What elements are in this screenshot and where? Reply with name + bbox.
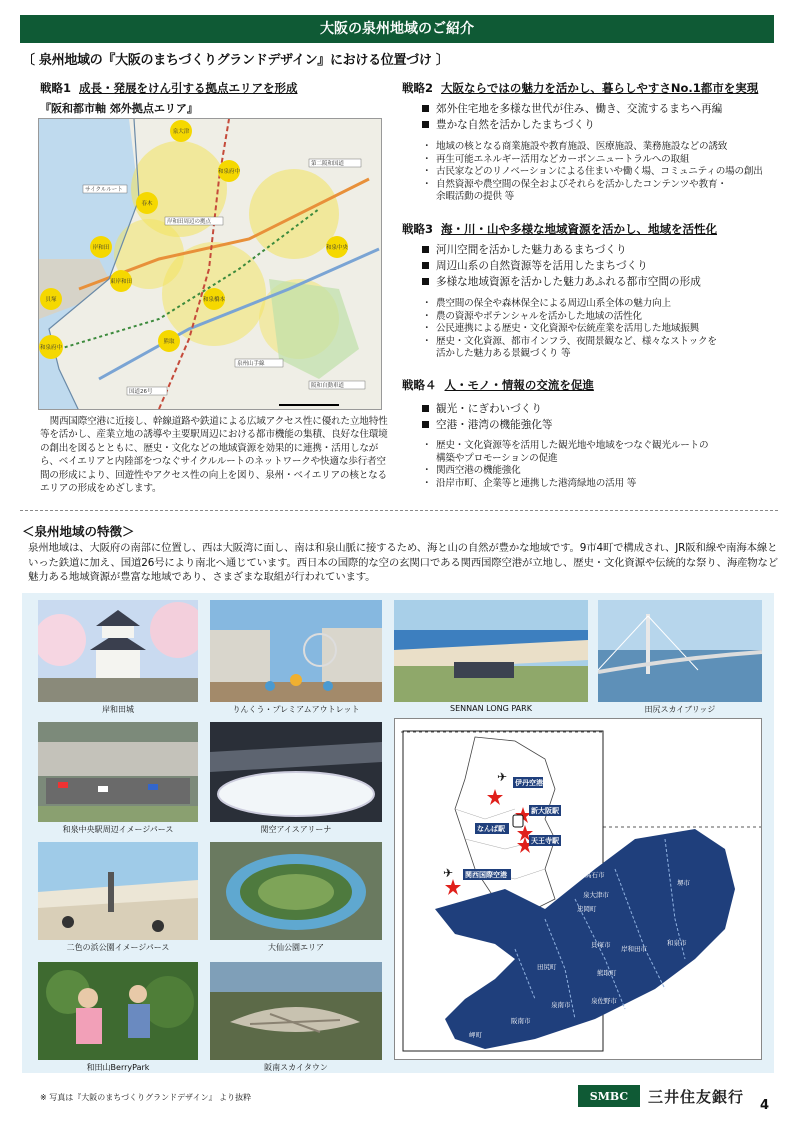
map-bubble-label: 東岸和田 (109, 279, 133, 285)
map-callout: サイクルルート (85, 187, 123, 193)
list-item: ・ 歴史・文化資源、都市インフラ、夜間景観など、様々なストックを (422, 336, 717, 349)
features-heading: ＜泉州地域の特徴＞ (22, 524, 135, 539)
list-item: ・ 自然資源や農空間の保全およびそれらを活かしたコンテンツや教育・ (422, 179, 763, 192)
map-callout: 国道26号 (129, 389, 153, 395)
bank-name: 三井住友銀行 (648, 1087, 745, 1106)
city-label: 泉佐野市 (591, 997, 617, 1005)
map-bubble-label: 和泉中央 (325, 245, 349, 251)
section-subtitle: 〔 泉州地域の『大阪のまちづくりグランドデザイン』における位置づけ 〕 (22, 53, 449, 68)
section-divider (20, 510, 778, 511)
photo-futatsu-beach-park (38, 842, 198, 940)
strategy1-description: 関西国際空港に近接し、幹線道路や鉄道による広域アクセス性に優れた立地特性等を活かし、産業立地の誘導や主要駅周辺における都市機能の集積、良好な住環境の創出を図るとともに、歴史・文化などの地域資源を効果的に連携・活用しながら、ベイエリアと内陸部をつなぐサイクルルートのネットワークや快適な歩行者空間の形成により、回遊性やアクセス性の向上を図り、泉州・ベイエリアの核となるエリアの形成をめざします。 (40, 416, 388, 495)
list-item: 豊かな自然を活かしたまちづくり (420, 117, 722, 133)
map-callout: 第二阪和国道 (311, 161, 345, 167)
photo-izumichuo-station (38, 722, 198, 822)
strategy4-number: 戦略４ (402, 378, 437, 392)
station-label: 新大阪駅 (531, 807, 559, 815)
airport-label: 伊丹空港 (515, 779, 543, 787)
list-item-continuation: 活かした魅力ある景観づくり 等 (436, 348, 571, 360)
caption: 二色の浜公園イメージパース (66, 943, 170, 952)
map-callout: 岸和田周辺の拠点 (167, 219, 212, 225)
list-item: 周辺山系の自然資源等を活用したまちづくり (420, 258, 701, 274)
features-description: 泉州地域は、大阪府の南部に位置し、西は大阪湾に面し、南は和泉山脈に接するため、海と山の自然が豊かな地域です。9市4町で構成され、JR阪和線や南海本線といった鉄道に加え、国道26号により南北へ通じています。西日本の国際的な空の玄関口である関西国際空港が立地し、歴史・文化資源や伝統的な祭り、海産物など魅力ある地域資源が豊富な地域であり、さまざまな取組が行われています。 (28, 542, 779, 584)
photo-wadayama-berry-park (38, 962, 198, 1060)
list-item: ・ 再生可能エネルギー活用などカーボンニュートラルへの取組 (422, 154, 763, 167)
strategy2-title: 大阪ならではの魅力を活かし、暮らしやすさNo.1都市を実現 (441, 81, 759, 95)
map-bubble-label: 和泉府中 (217, 169, 241, 175)
map-bubble-label: 和泉橋本 (202, 297, 226, 303)
caption: 岸和田城 (102, 705, 134, 714)
list-item: 観光・にぎわいづくり (420, 401, 553, 417)
city-label: 泉南市 (551, 1001, 571, 1009)
caption: 関空アイスアリーナ (260, 825, 332, 834)
photo-tajiri-skybridge (598, 600, 762, 702)
strategy2-main-list (420, 101, 722, 133)
list-item: 空港・港湾の機能強化等 (420, 417, 553, 433)
map-callout: 泉州山手線 (237, 361, 265, 367)
list-item: 多様な地域資源を活かした魅力あふれる都市空間の形成 (420, 274, 701, 290)
map-callout: 阪和自動車道 (311, 383, 345, 389)
list-item: ・ 農空間の保全や森林保全による周辺山系全体の魅力向上 (422, 298, 717, 311)
photo-rinku-outlet (210, 600, 382, 702)
caption: 和泉中央駅周辺イメージパース (62, 825, 174, 834)
strategy2-number: 戦略2 (402, 81, 434, 95)
strategy4-main-list (420, 401, 553, 433)
page-title: 大阪の泉州地域のご紹介 (20, 15, 774, 43)
photo-hannan-skytown (210, 962, 382, 1060)
smbc-logo-mark: SMBC (578, 1085, 640, 1107)
list-item: 郊外住宅地を多様な世代が住み、働き、交流するまちへ再編 (420, 101, 722, 117)
region-map-graphic (395, 719, 762, 1060)
strategy1-heading (40, 80, 298, 96)
strategy1-title: 成長・発展をけん引する拠点エリアを形成 (79, 81, 298, 95)
list-item: ・ 沿岸市町、企業等と連携した港湾緑地の活用 等 (422, 478, 708, 491)
caption: 阪南スカイタウン (264, 1063, 328, 1072)
strategy3-number: 戦略3 (402, 222, 434, 236)
strategy4-detail-list (422, 440, 708, 490)
city-label: 高石市 (585, 871, 605, 879)
map-bubble-label: 和泉府中 (39, 345, 63, 351)
strategy4-heading (402, 377, 594, 393)
photo-sennan-long-park (394, 600, 588, 702)
strategy2-heading (402, 80, 758, 96)
caption: 田尻スカイブリッジ (644, 705, 716, 714)
strategy2-detail-list (422, 141, 763, 204)
strategy3-main-list (420, 242, 701, 290)
list-item: ・ 地域の核となる商業施設や教育施設、医療施設、業務施設などの誘致 (422, 141, 763, 154)
map-bubble-label: 貝塚 (45, 297, 57, 303)
map-bubble-label: 春木 (141, 201, 153, 207)
map-bubble-label: 熊取 (163, 339, 175, 345)
caption: 和田山BerryPark (86, 1063, 150, 1072)
area-map (38, 118, 382, 410)
area-map-graphic (39, 119, 382, 410)
page-number: 4 (760, 1098, 770, 1113)
station-label: なんば駅 (477, 825, 505, 833)
list-item: 河川空間を活かした魅力あるまちづくり (420, 242, 701, 258)
map-bubble-label: 岸和田 (92, 245, 110, 251)
photo-source-note: ※ 写真は『大阪のまちづくりグランドデザイン』 より抜粋 (40, 1093, 252, 1102)
city-label: 泉大津市 (583, 891, 609, 899)
caption: SENNAN LONG PARK (450, 704, 532, 713)
city-label: 岬町 (469, 1031, 482, 1039)
list-item: ・ 公民連携による歴史・文化資源や伝統産業を活用した地域振興 (422, 323, 717, 336)
strategy1-map-title: 『阪和都市軸 郊外拠点エリア』 (40, 102, 198, 115)
list-item-continuation: 余暇活動の提供 等 (436, 191, 514, 203)
list-item: ・ 歴史・文化資源等を活用した観光地や地域をつなぐ観光ルートの (422, 440, 708, 453)
station-label: 天王寺駅 (531, 837, 559, 845)
list-item: ・ 古民家などのリノベーションによる住まいや働く場、コミュニティの場の創出 (422, 166, 763, 179)
svg-text:✈: ✈ (443, 866, 454, 880)
bank-logo (578, 1085, 744, 1107)
strategy3-title: 海・川・山や多様な地域資源を活かし、地域を活性化 (441, 222, 718, 236)
map-bubble-label: 泉大津 (172, 129, 190, 135)
city-label: 田尻町 (537, 963, 557, 971)
region-map (394, 718, 762, 1060)
strategy3-heading (402, 221, 717, 237)
city-label: 堺市 (677, 879, 690, 887)
list-item: ・ 農の資源やポテンシャルを活かした地域の活性化 (422, 311, 717, 324)
photo-kanku-ice-arena (210, 722, 382, 822)
strategy3-detail-list (422, 298, 717, 361)
svg-text:✈: ✈ (497, 770, 508, 784)
city-label: 熊取町 (597, 969, 617, 977)
list-item: ・ 関西空港の機能強化 (422, 465, 708, 478)
list-item-continuation: 構築やプロモーションの促進 (436, 452, 558, 464)
city-label: 阪南市 (511, 1017, 531, 1025)
photo-kishiwada-castle (38, 600, 198, 702)
city-label: 和泉市 (667, 939, 687, 947)
caption: 大仙公園エリア (268, 943, 324, 952)
strategy4-title: 人・モノ・情報の交流を促進 (444, 378, 594, 392)
strategy1-number: 戦略1 (40, 81, 72, 95)
photo-daisen-park (210, 842, 382, 940)
city-label: 忠岡町 (577, 905, 597, 913)
city-label: 貝塚市 (591, 941, 611, 949)
city-label: 岸和田市 (621, 945, 647, 953)
caption: りんくう・プレミアムアウトレット (232, 705, 360, 714)
airport-label: 関西国際空港 (465, 871, 507, 879)
